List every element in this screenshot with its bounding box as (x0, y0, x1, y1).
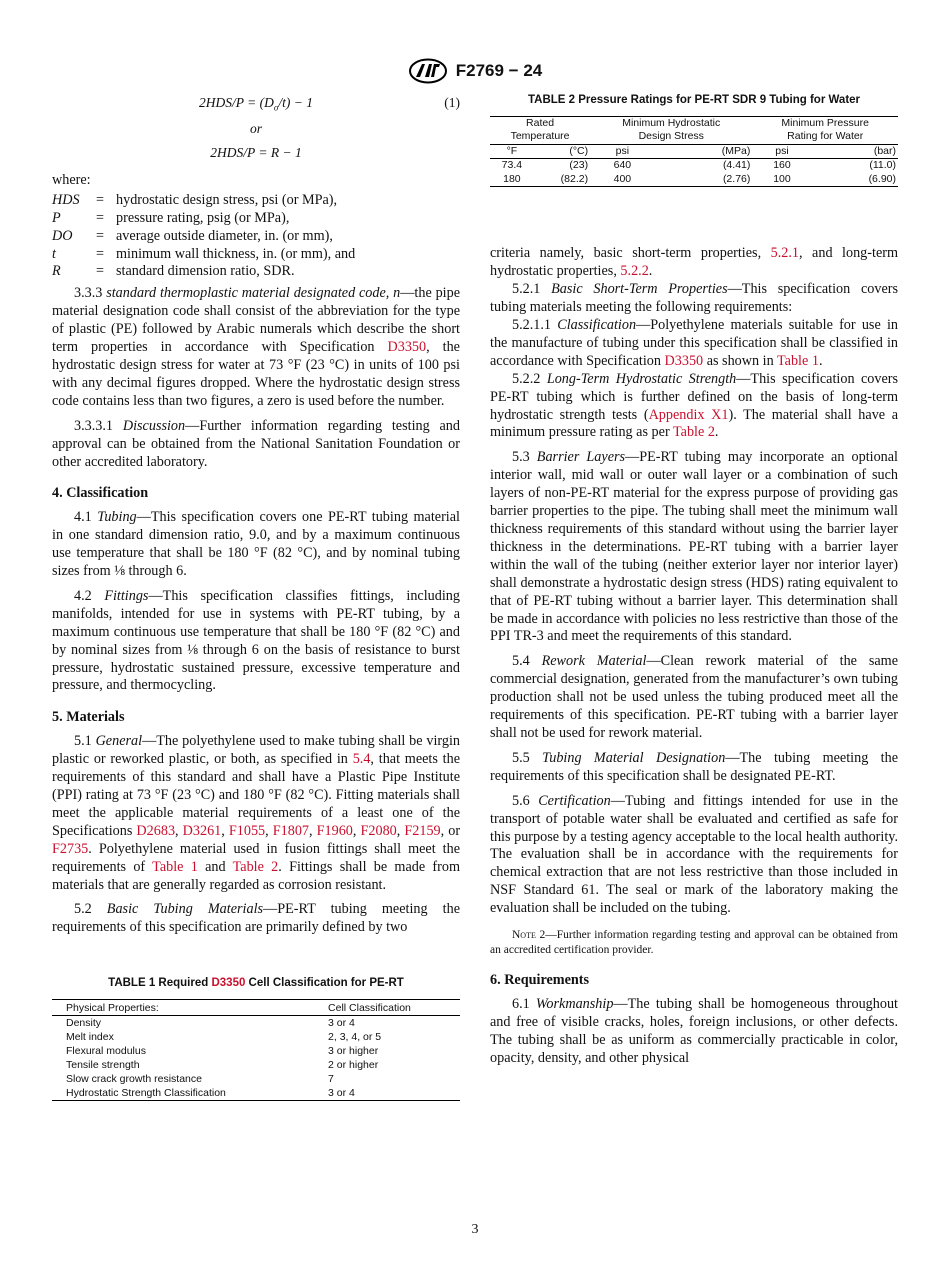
table-row: Slow crack growth resistance 7 (66, 1073, 334, 1086)
table-2 (490, 92, 898, 187)
table-row: 180 (82.2) 400 (2.76) 100 (6.90) (503, 172, 896, 185)
link-f2735[interactable]: F2735 (52, 840, 89, 857)
table-units-row: °F (°C) psi (MPa) psi (bar) (490, 144, 898, 159)
definition-row: R = standard dimension ratio, SDR. (52, 263, 295, 280)
link-5-4[interactable]: 5.4 (352, 751, 371, 768)
link-d3350-table[interactable]: D3350 (211, 977, 246, 990)
section-3-3-3-1: 3.3.3.1 Discussion—Further information regarding testing and approval can be obtained from the National Sanitation Foundation or other accredited laboratory. (52, 417, 460, 470)
document-id: F2769 − 24 (455, 61, 543, 80)
section-5-6: 5.6 Certification—Tubing and fittings intended for use in the transport of potable water shall be evaluated and certified as safe for this purpose by a testing agency acceptable to the local health authority. The evaluation shall be in accordance with the requirements for chemical extraction that are not less restrictive than those included in NSF Standard 61. The seal or mark of the laboratory making the evaluation shall be included on the tubing. (490, 792, 898, 917)
section-5-4: 5.4 Rework Material—Clean rework material of the same commercial designation, generated from the manufacturer’s own tubing production shall not be used unless the tubing produced meet all the requirements of this specification. PE-RT tubing with a barrier layer shall not be used for rework material. (490, 653, 898, 741)
table-row: Tensile strength 2 or higher (66, 1059, 379, 1072)
link-d3350[interactable]: D3350 (387, 339, 427, 356)
definition-row: t = minimum wall thickness, in. (or mm), and (52, 245, 356, 262)
section-4-1: 4.1 Tubing—This specification covers one PE-RT tubing material in one standard dimension ratio, 9.0, and by a maximum continuous use temperature that shall be 180 °F (82 °C), and by nominal tubing sizes from ⅛ through 6. (52, 509, 460, 580)
section-6-1: 6.1 Workmanship—The tubing shall be homogeneous throughout and free of visible cracks, holes, foreign inclusions, or other defects. The tubing shall be as uniform as commercially practicable in color, opacity, density, and other physical (490, 995, 899, 1066)
table-group-header: Minimum Pressure Rating for Water (781, 116, 869, 143)
page-header (0, 58, 950, 84)
section-4-2: 4.2 Fittings—This specification classifies fittings, including manifolds, intended for use in systems with PE-RT tubing, by a maximum continuous use temperature that shall be 180 °F (82 °C) and by nominal sizes from ⅛ through 6 on the basis of resistance to burst pressure, hydrostatic sustained pressure, excessive temperature and pressure, and thermocycling. (52, 587, 460, 694)
link-f2159[interactable]: F2159 (404, 822, 441, 839)
table-1-caption: TABLE 1 Required D3350 Cell Classification for PE-RT (108, 977, 404, 990)
section-5-2-continued: criteria namely, basic short-term properties, 5.2.1, and long-term hydrostatic properties, 5.2.2. (490, 245, 898, 280)
section-5-2-1-1: 5.2.1.1 Classification—Polyethylene materials suitable for use in the manufacture of tubing under this specification shall be classified in accordance with Specification D3350 as shown in Table 1. (490, 317, 898, 369)
table-header: Physical Properties: (52, 1000, 314, 1016)
left-column (52, 92, 460, 1101)
table-row: Melt index 2, 3, 4, or 5 (66, 1031, 382, 1044)
section-5-2-2: 5.2.2 Long-Term Hydrostatic Strength—This specification covers PE-RT tubing which is further defined on the basis of long-term hydrostatic strength tests (Appendix X1). The material shall have a minimum pressure rating as per Table 2. (490, 370, 899, 441)
where-label: where: (52, 171, 91, 188)
section-5-2-1: 5.2.1 Basic Short-Term Properties—This specification covers tubing materials meeting the following requirements: (490, 281, 899, 316)
link-appendix-x1[interactable]: Appendix X1 (648, 406, 729, 423)
link-table-1-2[interactable]: Table 1 (776, 352, 819, 369)
link-table-1[interactable]: Table 1 (152, 858, 198, 875)
right-column (490, 92, 898, 1068)
link-d3350-2[interactable]: D3350 (664, 352, 704, 369)
table-group-header: Rated Temperature (510, 116, 570, 143)
table-1 (52, 975, 460, 1101)
link-5-2-1[interactable]: 5.2.1 (770, 245, 799, 262)
heading-requirements: 6. Requirements (490, 972, 590, 989)
link-f2080[interactable]: F2080 (360, 822, 397, 839)
page-number: 3 (471, 1222, 479, 1237)
section-5-2: 5.2 Basic Tubing Materials—PE-RT tubing meeting the requirements of this specification are primarily defined by two (52, 901, 460, 936)
definition-row: P = pressure rating, psig (or MPa), (52, 209, 290, 226)
link-5-2-2[interactable]: 5.2.2 (620, 263, 649, 280)
link-f1960[interactable]: F1960 (316, 822, 353, 839)
table-row: 73.4 (23) 640 (4.41) 160 (11.0) (501, 159, 896, 172)
link-table-2-2[interactable]: Table 2 (672, 424, 715, 441)
link-f1807[interactable]: F1807 (272, 822, 310, 839)
astm-logo-icon (408, 58, 448, 84)
table-row: Hydrostatic Strength Classification 3 or 4 (66, 1087, 355, 1100)
heading-classification: 4. Classification (52, 485, 149, 502)
section-5-1: 5.1 General—The polyethylene used to make tubing shall be virgin plastic or reworked plastic, or both, as specified in 5.4, that meets the requirements of this standard and shall have a Plastic Pipe Institute (PPI) rating at 73 °F (23 °C) and 180 °F (82 °C). Fitting materials shall meet the applicable material requirements of a least one of the Specifications D2683, D3261, F1055, F1807, F1960, F2080, F2159, or F2735. Polyethylene material used in fusion fittings shall meet the requirements of Table 1 and Table 2. Fittings shall be made from materials that are generally regarded as corrosion resistant. (52, 733, 461, 893)
definitions-list (52, 192, 355, 282)
link-f1055[interactable]: F1055 (228, 822, 266, 839)
equation-1: $2HDS/P = (D_o/t) - 1$ (1) (199, 95, 460, 113)
link-table-2[interactable]: Table 2 (232, 858, 279, 875)
table-row: Flexural modulus 3 or higher (66, 1045, 379, 1058)
section-5-3: 5.3 Barrier Layers—PE-RT tubing may incorporate an optional interior wall, mid wall or outer wall layer or a combination of such layers of non-PE-RT material for the express purpose of providing gas barrier properties to the pipe. The tubing shall meet the minimum wall thickness requirements of this standard without using the barrier layer thickness in the determinations. PE-RT tubing with a barrier layer within the wall of the tubing (neither exterior layer nor interior layer) shall demonstrate a hydrostatic design stress (HDS) rating equivalent to that of PE-RT tubing without a barrier layer. This determination shall be made in accordance with policies no less restrictive than those of the PPI TR-3 and meet the requirements of this standard. (490, 449, 898, 645)
table-header: Cell Classification (314, 1000, 460, 1016)
link-d2683[interactable]: D2683 (136, 822, 176, 839)
table-row: Density 3 or 4 (66, 1017, 355, 1030)
equation-or: or (249, 121, 262, 136)
equation-2: 2HDS/P = R − 1 (210, 144, 302, 160)
table-2-caption: TABLE 2 Pressure Ratings for PE-RT SDR 9 Tubing for Water (527, 94, 861, 106)
link-d3261[interactable]: D3261 (182, 822, 222, 839)
heading-materials: 5. Materials (52, 709, 125, 726)
definition-row: HDS = hydrostatic design stress, psi (or MPa), (52, 191, 338, 208)
note-2: Note 2—Further information regarding testing and approval can be obtained from an accredited certification provider. (490, 929, 898, 957)
definition-row: DO = average outside diameter, in. (or mm), (52, 227, 333, 244)
equation-number: (1) (444, 95, 460, 110)
table-group-header: Minimum Hydrostatic Design Stress (622, 116, 721, 143)
section-5-5: 5.5 Tubing Material Designation—The tubing meeting the requirements of this specification shall be designated PE-RT. (490, 749, 899, 784)
section-3-3-3: 3.3.3 standard thermoplastic material designated code, n—the pipe material designation code shall consist of the abbreviation for the type of plastic (PE) followed by Arabic numerals which describe the short term properties in accordance with Specification D3350, the hydrostatic design stress for water at 73 °F (23 °C) in units of 100 psi with any decimal figures dropped. Where the hydrostatic design stress code contains less than two figures, a zero is used before the number. (52, 285, 461, 409)
